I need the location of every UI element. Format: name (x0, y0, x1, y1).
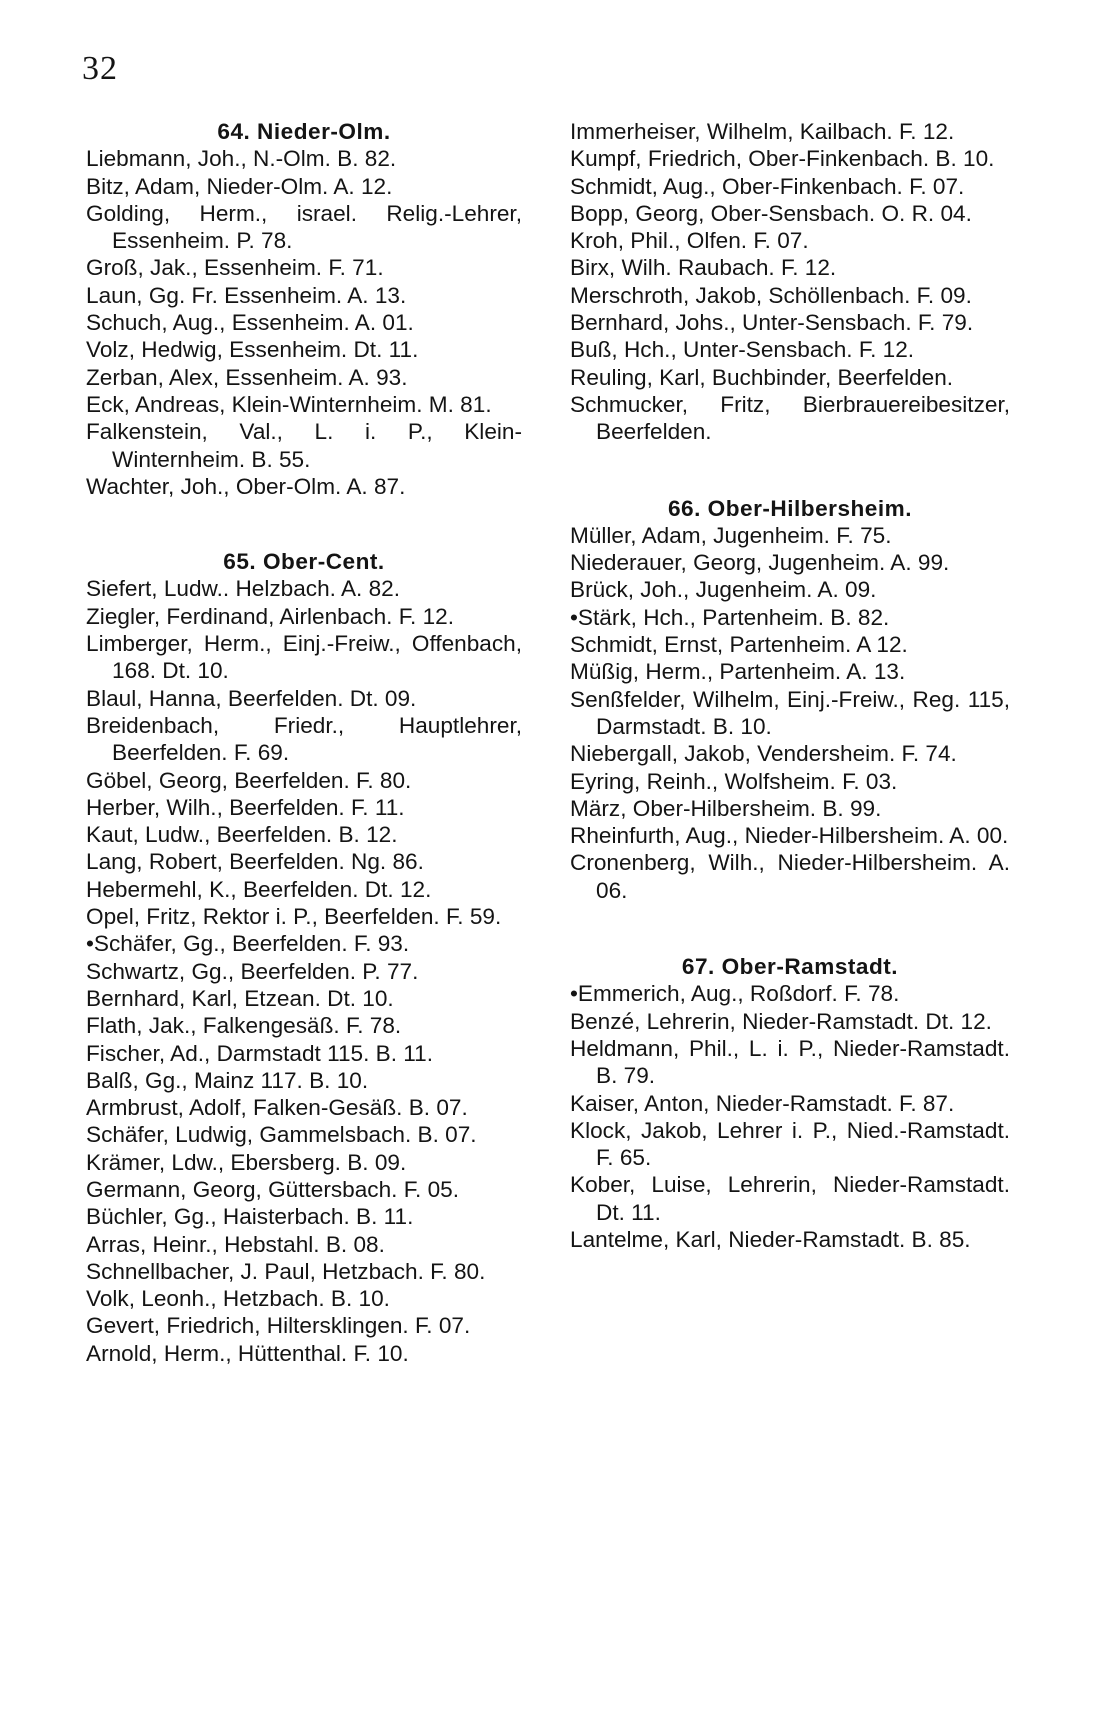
list-item: Kroh, Phil., Olfen. F. 07. (570, 228, 809, 254)
list-item: Schmucker, Fritz, Bierbrauereibesitzer, Beerfelden. (570, 391, 1010, 445)
list-item: Büchler, Gg., Haisterbach. B. 11. (86, 1204, 414, 1230)
section-ober-ramstadt (570, 953, 1010, 1253)
list-item: Eck, Andreas, Klein-Winternheim. M. 81. (86, 391, 492, 417)
list-item: Armbrust, Adolf, Falken-Gesäß. B. 07. (86, 1095, 468, 1121)
list-item: Niederauer, Georg, Jugenheim. A. 99. (570, 550, 950, 576)
list-item: Lang, Robert, Beerfelden. Ng. 86. (86, 849, 424, 875)
list-item: Heldmann, Phil., L. i. P., Nieder-Ramstadt. B. 79. (570, 1035, 1010, 1089)
list-item: •Stärk, Hch., Partenheim. B. 82. (570, 604, 890, 630)
list-item: Müller, Adam, Jugenheim. F. 75. (570, 522, 892, 548)
list-item: Flath, Jak., Falkengesäß. F. 78. (86, 1013, 402, 1039)
list-item: Laun, Gg. Fr. Essenheim. A. 13. (86, 282, 407, 308)
section-spacer (570, 904, 1010, 953)
list-item: Golding, Herm., israel. Relig.-Lehrer, Essenheim. P. 78. (86, 200, 522, 254)
list-item: Schmidt, Aug., Ober-Finkenbach. F. 07. (570, 173, 965, 199)
list-item: März, Ober-Hilbersheim. B. 99. (570, 795, 882, 821)
section-ober-cent-continued (570, 118, 1010, 446)
list-item: Brück, Joh., Jugenheim. A. 09. (570, 577, 877, 603)
list-item: Bitz, Adam, Nieder-Olm. A. 12. (86, 173, 393, 199)
list-item: Fischer, Ad., Darmstadt 115. B. 11. (86, 1040, 434, 1066)
list-item: Schwartz, Gg., Beerfelden. P. 77. (86, 958, 419, 984)
list-item: Rheinfurth, Aug., Nieder-Hilbersheim. A. 00. (570, 823, 1009, 849)
list-item: Zerban, Alex, Essenheim. A. 93. (86, 364, 408, 390)
list-item: Benzé, Lehrerin, Nieder-Ramstadt. Dt. 12. (570, 1008, 992, 1034)
list-item: Cronenberg, Wilh., Nieder-Hilbersheim. A. 06. (570, 850, 1010, 903)
list-item: Merschroth, Jakob, Schöllenbach. F. 09. (570, 282, 972, 308)
list-item: Bernhard, Johs., Unter-Sensbach. F. 79. (570, 310, 974, 336)
list-item: Reuling, Karl, Buchbinder, Beerfelden. (570, 364, 954, 390)
list-item: Hebermehl, K., Beerfelden. Dt. 12. (86, 876, 432, 902)
list-item: Senßfelder, Wilhelm, Einj.-Freiw., Reg. 115, Darmstadt. B. 10. (570, 686, 1010, 739)
list-item: Siefert, Ludw.. Helzbach. A. 82. (86, 576, 400, 602)
list-item: Herber, Wilh., Beerfelden. F. 11. (86, 794, 405, 820)
list-item: Niebergall, Jakob, Vendersheim. F. 74. (570, 741, 957, 767)
list-item: Bernhard, Karl, Etzean. Dt. 10. (86, 985, 394, 1011)
right-column (570, 118, 1010, 1253)
list-item: Schmidt, Ernst, Partenheim. A 12. (570, 632, 908, 658)
entry-list (86, 145, 522, 500)
list-item: Opel, Fritz, Rektor i. P., Beerfelden. F. 59. (86, 904, 502, 930)
list-item: Volz, Hedwig, Essenheim. Dt. 11. (86, 337, 419, 363)
list-item: Schnellbacher, J. Paul, Hetzbach. F. 80. (86, 1258, 486, 1284)
entry-list (570, 522, 1010, 904)
section-ober-cent (86, 548, 522, 1367)
list-item: Immerheiser, Wilhelm, Kailbach. F. 12. (570, 119, 955, 144)
entry-list (570, 980, 1010, 1253)
list-item: •Emmerich, Aug., Roßdorf. F. 78. (570, 981, 900, 1007)
list-item: Arnold, Herm., Hüttenthal. F. 10. (86, 1340, 409, 1366)
list-item: Volk, Leonh., Hetzbach. B. 10. (86, 1286, 390, 1312)
list-item: Liebmann, Joh., N.-Olm. B. 82. (86, 146, 397, 172)
left-column (86, 118, 522, 1367)
list-item: Kober, Luise, Lehrerin, Nieder-Ramstadt. Dt. 11. (570, 1172, 1010, 1225)
list-item: Kumpf, Friedrich, Ober-Finkenbach. B. 10. (570, 146, 995, 172)
list-item: Ziegler, Ferdinand, Airlenbach. F. 12. (86, 603, 454, 629)
section-nieder-olm (86, 118, 522, 500)
section-heading: 66. Ober-Hilbersheim. (667, 495, 913, 521)
list-item: Göbel, Georg, Beerfelden. F. 80. (86, 767, 412, 793)
list-item: Arras, Heinr., Hebstahl. B. 08. (86, 1231, 385, 1257)
list-item: Limberger, Herm., Einj.-Freiw., Offenbach, 168. Dt. 10. (86, 631, 522, 684)
list-item: Lantelme, Karl, Nieder-Ramstadt. B. 85. (570, 1226, 971, 1252)
section-heading: 65. Ober-Cent. (223, 549, 385, 575)
list-item: Balß, Gg., Mainz 117. B. 10. (86, 1067, 369, 1093)
list-item: Buß, Hch., Unter-Sensbach. F. 12. (570, 337, 915, 363)
list-item: Gevert, Friedrich, Hiltersklingen. F. 07. (86, 1313, 471, 1339)
list-item: Schuch, Aug., Essenheim. A. 01. (86, 310, 414, 336)
list-item: Eyring, Reinh., Wolfsheim. F. 03. (570, 768, 898, 794)
list-item: Germann, Georg, Güttersbach. F. 05. (86, 1176, 459, 1202)
section-spacer (86, 500, 522, 548)
section-spacer (570, 446, 1010, 495)
list-item: Krämer, Ldw., Ebersberg. B. 09. (86, 1149, 407, 1175)
list-item: •Schäfer, Gg., Beerfelden. F. 93. (86, 931, 410, 957)
entry-list (86, 575, 522, 1367)
list-item: Groß, Jak., Essenheim. F. 71. (86, 255, 384, 281)
list-item: Wachter, Joh., Ober-Olm. A. 87. (86, 473, 406, 499)
page-number: 32 (82, 50, 118, 87)
list-item: Birx, Wilh. Raubach. F. 12. (570, 255, 837, 281)
list-item: Kaiser, Anton, Nieder-Ramstadt. F. 87. (570, 1090, 955, 1116)
section-heading: 64. Nieder-Olm. (217, 119, 391, 144)
list-item: Bopp, Georg, Ober-Sensbach. O. R. 04. (570, 200, 972, 226)
entry-list (570, 118, 1010, 446)
list-item: Schäfer, Ludwig, Gammelsbach. B. 07. (86, 1122, 477, 1148)
section-heading: 67. Ober-Ramstadt. (681, 954, 899, 980)
list-item: Müßig, Herm., Partenheim. A. 13. (570, 659, 906, 685)
section-ober-hilbersheim (570, 495, 1010, 904)
list-item: Blaul, Hanna, Beerfelden. Dt. 09. (86, 685, 417, 711)
list-item: Klock, Jakob, Lehrer i. P., Nied.-Ramstadt. F. 65. (570, 1117, 1010, 1171)
list-item: Falkenstein, Val., L. i. P., Klein-Winternheim. B. 55. (86, 419, 522, 472)
list-item: Breidenbach, Friedr., Hauptlehrer, Beerfelden. F. 69. (86, 712, 522, 766)
list-item: Kaut, Ludw., Beerfelden. B. 12. (86, 822, 398, 848)
